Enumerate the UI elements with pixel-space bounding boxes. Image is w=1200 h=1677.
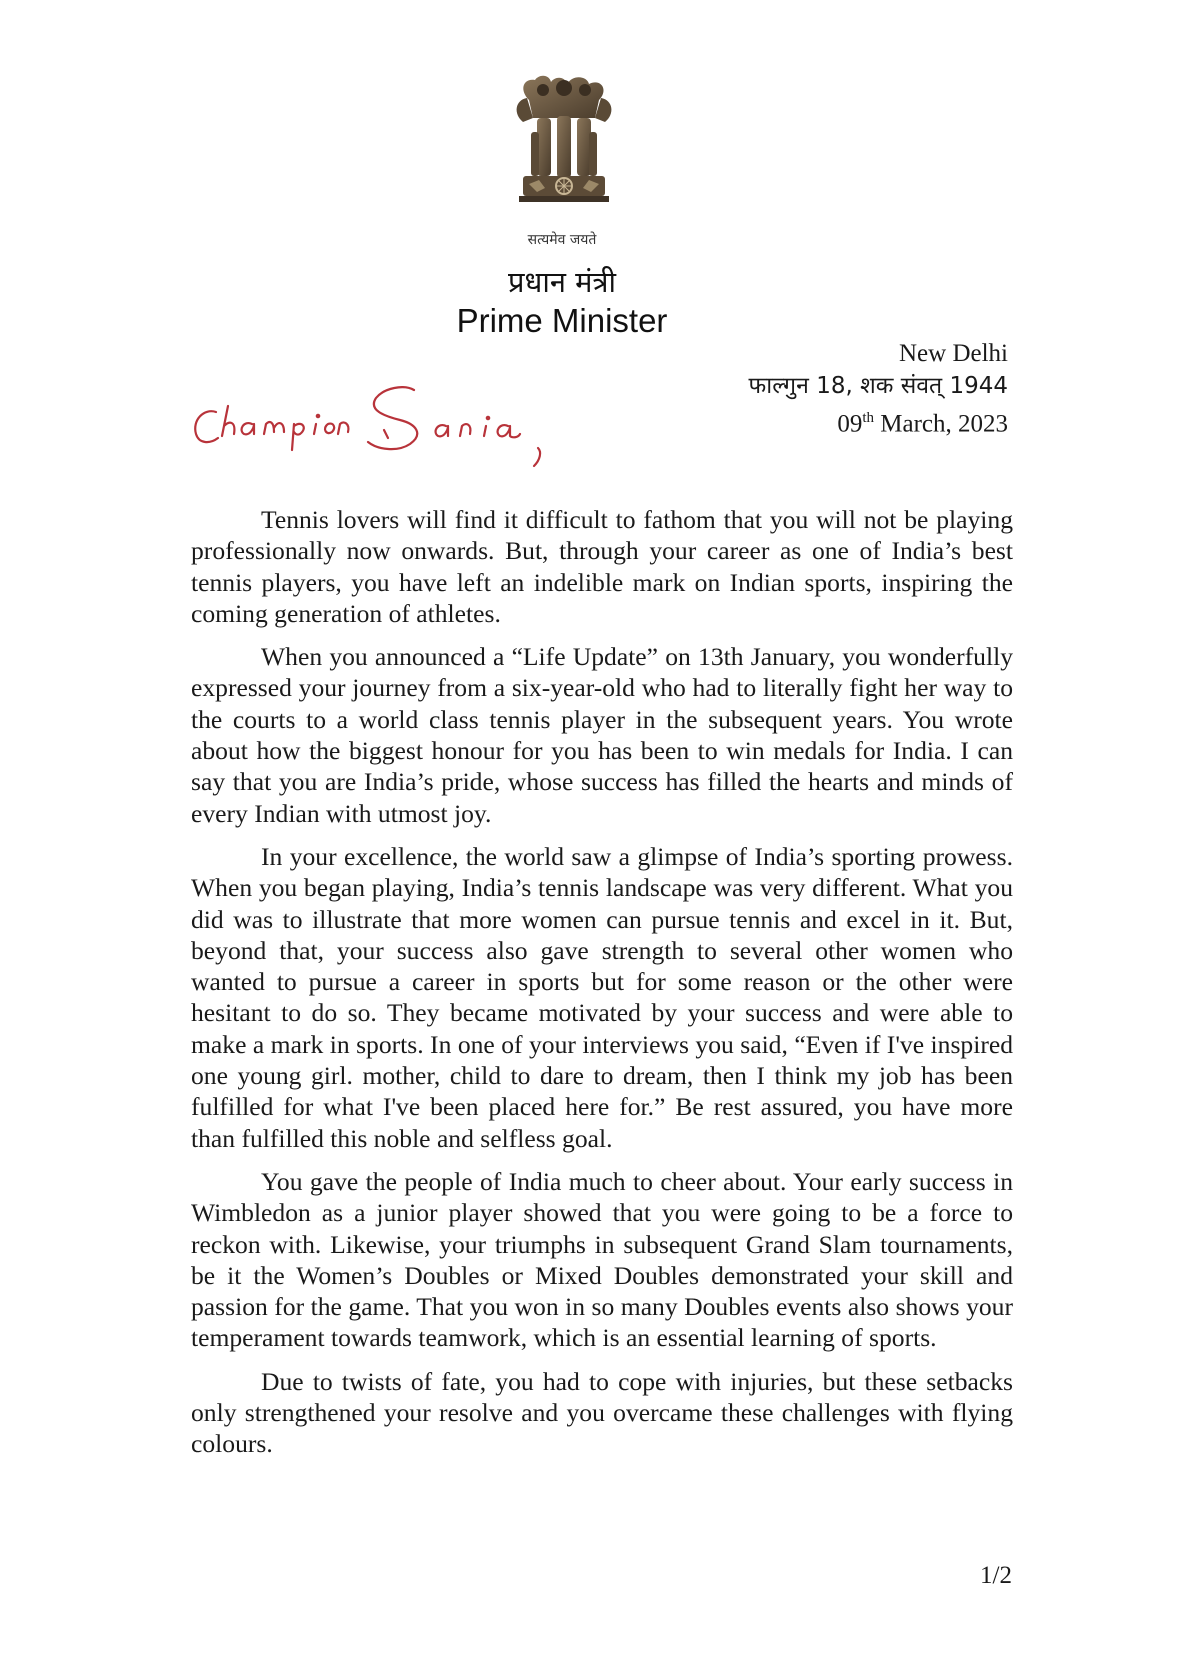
dateline	[749, 338, 1008, 440]
state-emblem-icon	[509, 70, 619, 228]
paragraph-5: Due to twists of fate, you had to cope with injuries, but these setbacks only strengthened your resolve and you overcame these challenges with flying colours.	[191, 1366, 1013, 1459]
title-hindi: प्रधान मंत्री	[507, 265, 617, 299]
handwritten-salutation	[188, 386, 608, 496]
date-suffix: th	[862, 410, 874, 426]
emblem-motto: सत्यमेव जयते	[527, 232, 597, 248]
title-english: Prime Minister	[456, 302, 668, 339]
dateline-date	[749, 402, 1008, 440]
page-number: 1/2	[980, 1562, 1012, 1589]
date-rest: March, 2023	[874, 410, 1008, 438]
dateline-place: New Delhi	[899, 340, 1008, 367]
salutation-text: Champion Sania,	[188, 386, 195, 387]
date-day: 09	[837, 410, 863, 438]
dateline-hindi-date: फाल्गुन 18, शक संवत् 1944	[748, 373, 1008, 399]
paragraph-1: Tennis lovers will find it difficult to fathom that you will not be playing professionally now onwards. But, through your career as one of India’s best tennis players, you have left an indelible mark on Indian sports, inspiring the coming generation of athletes.	[191, 505, 1013, 628]
paragraph-2: When you announced a “Life Update” on 13th January, you wonderfully expressed your journey from a six-year-old who had to literally fight her way to the courts to a world class tennis player in the subsequent years. You wrote about how the biggest honour for you has been to win medals for India. I can say that you are India’s pride, whose success has filled the hearts and minds of every Indian with utmost joy.	[191, 642, 1013, 828]
letter-body	[191, 504, 1013, 1472]
paragraph-3: In your excellence, the world saw a glimpse of India’s sporting prowess. When you began playing, India’s tennis landscape was very different. What you did was to illustrate that more women can pursue tennis and excel in it. But, beyond that, your success also gave strength to several other women who wanted to pursue a career in sports but for some reason or the other were hesitant to do so. They became motivated by your success and were able to make a mark in sports. In one of your interviews you said, “Even if I've inspired one young girl. mother, child to dare to dream, then I think my job has been fulfilled for what I've been placed here for.” Be rest assured, you have more than fulfilled this noble and selfless goal.	[191, 841, 1013, 1153]
paragraph-4: You gave the people of India much to cheer about. Your early success in Wimbledon as a junior player showed that you were going to be a force to reckon with. Likewise, your triumphs in subsequent Grand Slam tournaments, be it the Women’s Doubles or Mixed Doubles demonstrated your skill and passion for the game. That you won in so many Doubles events also shows your temperament towards teamwork, which is an essential learning of sports.	[191, 1166, 1013, 1353]
